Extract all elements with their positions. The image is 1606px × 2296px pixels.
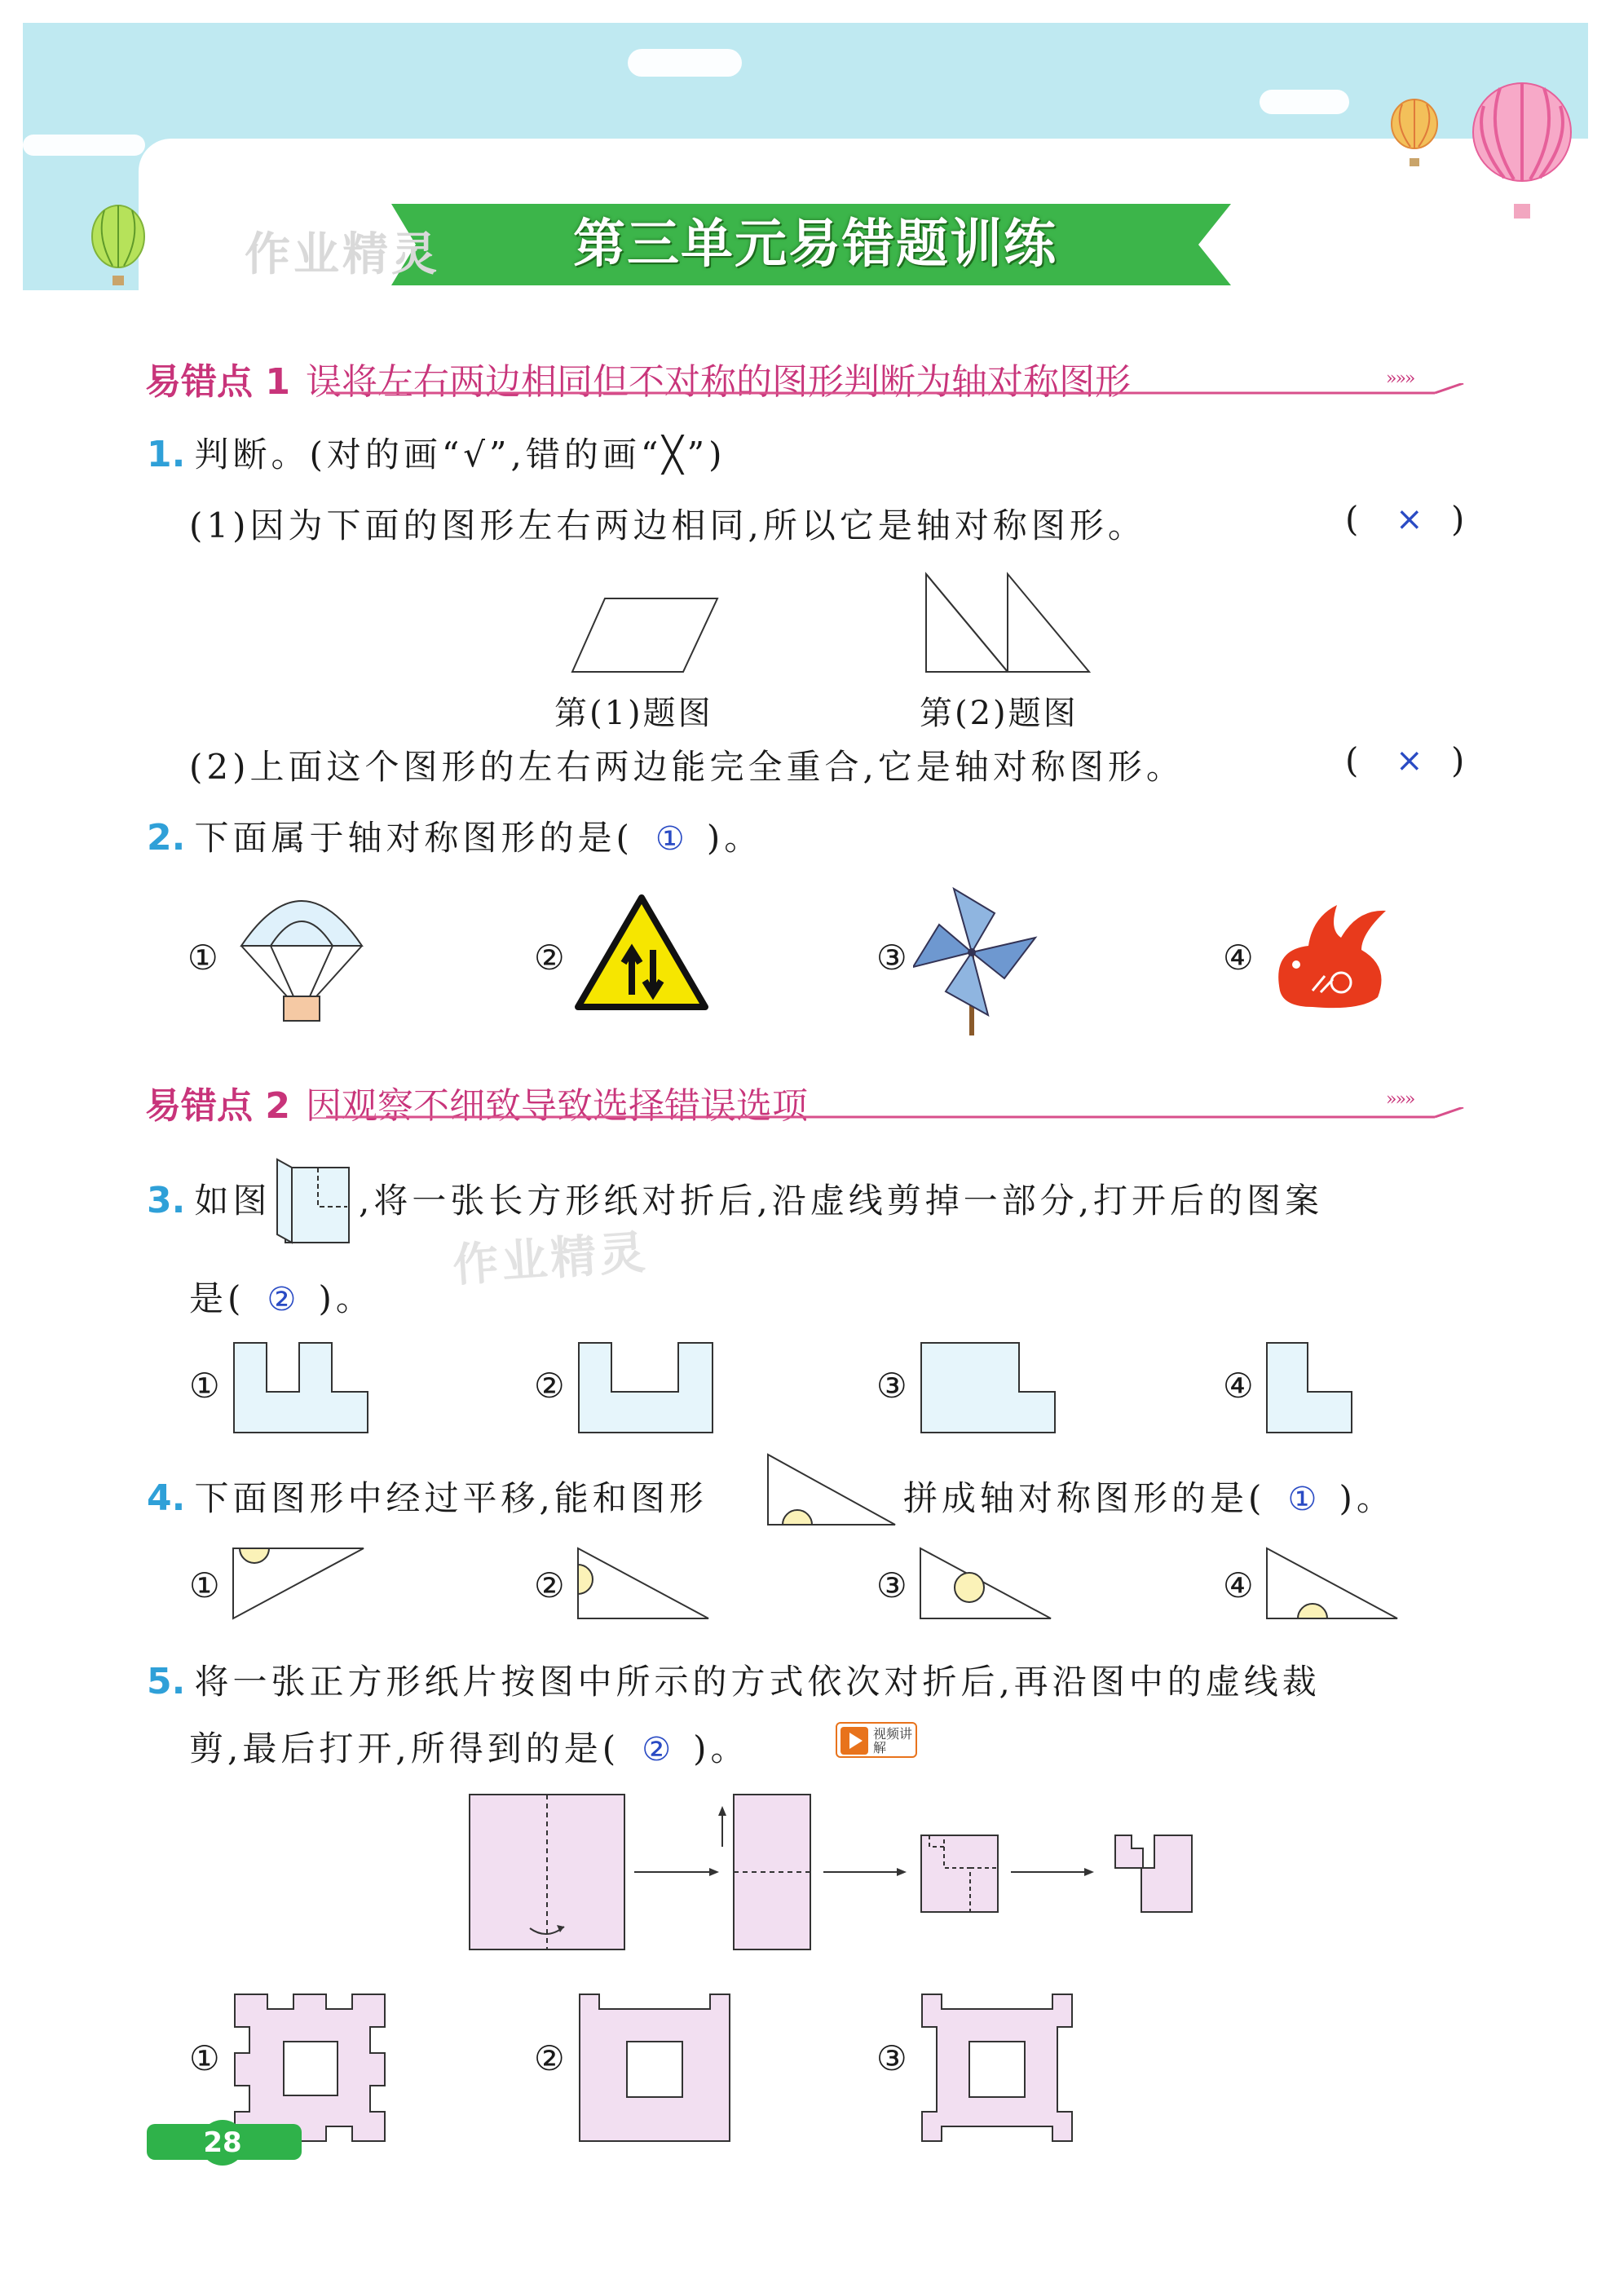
video-explain-button[interactable] <box>836 1722 917 1758</box>
option-label: ② <box>534 1565 565 1605</box>
cloud <box>23 135 145 156</box>
q3-answer: ② <box>267 1281 297 1318</box>
section-title: 因观察不细致导致选择错误选项 <box>306 1085 809 1127</box>
option-label: ③ <box>876 938 907 978</box>
cloud <box>1260 90 1349 114</box>
option-label: ② <box>534 2038 565 2078</box>
question-4 <box>147 1472 708 1521</box>
option-shape <box>577 1341 716 1435</box>
option-label: ③ <box>876 1565 907 1605</box>
question-stem: 下面图形中经过平移,能和图形 <box>194 1478 708 1518</box>
option-triangle <box>1264 1545 1402 1623</box>
question-number: 5. <box>147 1661 186 1702</box>
triangle-figure <box>765 1451 899 1529</box>
section-underline <box>326 1107 1467 1124</box>
option-triangle <box>575 1545 713 1623</box>
question-3-line2 <box>189 1272 374 1321</box>
section-title: 误将左右两边相同但不对称的图形判断为轴对称图形 <box>306 361 1132 403</box>
question-1 <box>147 428 726 477</box>
figure-caption: 第(2)题图 <box>920 695 1079 732</box>
option-shape <box>232 1341 371 1435</box>
option-label: ③ <box>876 1366 907 1406</box>
option-shape <box>1265 1341 1355 1435</box>
folded-paper-figure <box>276 1156 353 1246</box>
answer-paren: ) <box>1451 499 1465 539</box>
question-stem: 下面属于轴对称图形的是( <box>194 818 633 858</box>
page-number: 28 <box>200 2120 245 2166</box>
question-5-line2 <box>189 1722 749 1771</box>
rabbit-papercut-icon <box>1264 901 1394 1015</box>
question-stem-end: )。 <box>318 1278 374 1318</box>
question-stem: ,将一张长方形纸对折后,沿虚线剪掉一部分,打开后的图案 <box>359 1181 1324 1221</box>
question-stem: 判断。(对的画“√”,错的画“╳”) <box>194 435 726 475</box>
answer-paren: ( <box>1345 499 1359 539</box>
q1-sub1: (1)因为下面的图形左右两边相同,所以它是轴对称图形。 <box>189 506 1146 545</box>
question-stem-end: )。 <box>1339 1478 1395 1518</box>
balloon-icon <box>82 204 155 294</box>
option-cutout-shape <box>575 1989 738 2144</box>
option-triangle <box>230 1545 368 1623</box>
q2-answer: ① <box>655 820 685 858</box>
option-cutout-shape <box>230 1989 393 2144</box>
q4-answer: ① <box>1287 1481 1317 1518</box>
cloud <box>628 49 742 77</box>
video-badge-label: 视频讲解 <box>873 1726 913 1755</box>
question-stem-end: )。 <box>706 818 763 858</box>
question-4-rest <box>903 1472 1395 1521</box>
warning-sign-icon <box>575 893 709 1011</box>
question-stem: 拼成轴对称图形的是( <box>903 1478 1266 1518</box>
option-label: ① <box>188 938 218 978</box>
section-tag: 易错点 1 <box>145 361 290 403</box>
question-number: 3. <box>147 1180 186 1221</box>
balloon-icon <box>1386 98 1443 175</box>
option-label: ④ <box>1223 1565 1254 1605</box>
option-label: ③ <box>876 2038 907 2078</box>
question-number: 2. <box>147 817 186 859</box>
section-tag: 易错点 2 <box>145 1085 290 1127</box>
option-cutout-shape <box>917 1989 1080 2144</box>
option-triangle <box>917 1545 1056 1623</box>
option-shape <box>920 1341 1058 1435</box>
question-stem: 剪,最后打开,所得到的是( <box>189 1729 620 1768</box>
folding-steps-figure <box>465 1790 1198 1961</box>
option-label: ④ <box>1223 938 1254 978</box>
section-arrows: »»» <box>1386 369 1414 389</box>
option-label: ① <box>189 1366 220 1406</box>
answer-paren: ( <box>1345 740 1359 780</box>
figure-caption: 第(1)题图 <box>554 695 713 732</box>
section-underline <box>326 383 1467 400</box>
q5-answer: ② <box>642 1731 672 1768</box>
question-number: 4. <box>147 1477 186 1519</box>
option-label: ④ <box>1223 1366 1254 1406</box>
answer-paren: ) <box>1451 740 1465 780</box>
play-icon <box>841 1727 868 1755</box>
option-label: ① <box>189 1565 220 1605</box>
question-5 <box>147 1655 1321 1704</box>
section-arrows: »»» <box>1386 1089 1414 1110</box>
question-stem: 将一张正方形纸片按图中所示的方式依次对折后,再沿图中的虚线裁 <box>194 1662 1321 1702</box>
q1-sub2: (2)上面这个图形的左右两边能完全重合,它是轴对称图形。 <box>189 747 1185 787</box>
option-label: ② <box>534 1366 565 1406</box>
balloon-icon <box>1467 82 1577 224</box>
parallelogram-figure <box>571 595 726 677</box>
question-number: 1. <box>147 434 186 475</box>
option-label: ① <box>189 2038 220 2078</box>
question-stem: 如图 <box>194 1181 271 1221</box>
double-triangle-figure <box>921 571 1096 677</box>
q1-sub2-answer: × <box>1396 742 1423 779</box>
parachute-icon <box>236 881 367 1027</box>
page-title: 第三单元易错题训练 <box>573 214 1057 275</box>
option-label: ② <box>534 938 565 978</box>
pinwheel-icon <box>913 881 1043 1035</box>
watermark: 作业精灵 <box>245 228 440 281</box>
question-2 <box>147 811 762 860</box>
question-stem-end: )。 <box>693 1729 749 1768</box>
watermark: 作业精灵 <box>451 1225 651 1293</box>
question-stem: 是( <box>189 1278 245 1318</box>
question-3 <box>147 1174 271 1223</box>
q1-sub1-answer: × <box>1396 501 1423 538</box>
